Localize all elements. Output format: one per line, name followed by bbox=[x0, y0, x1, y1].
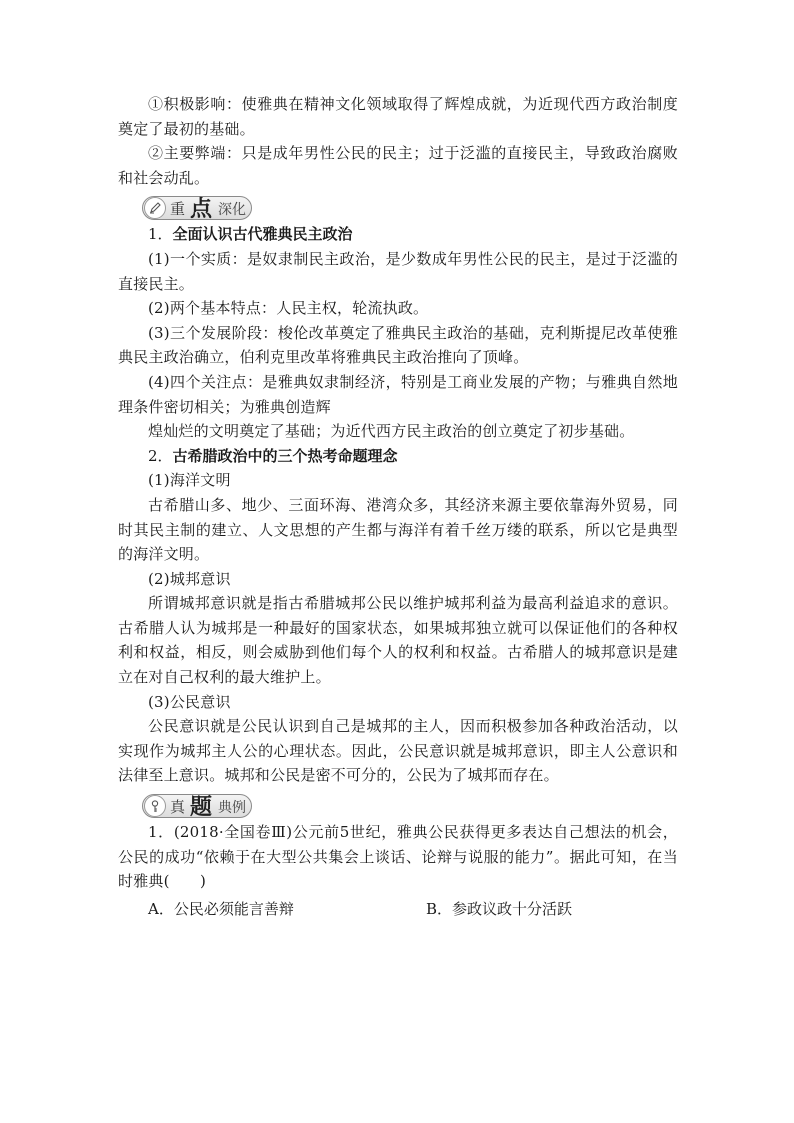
section1-item-2: (2)两个基本特点：人民主权，轮流执政。 bbox=[148, 299, 429, 318]
section1-item-4-continued: 煌灿烂的文明奠定了基础；为近代西方民主政治的创立奠定了初步基础。 bbox=[148, 422, 635, 441]
key-icon bbox=[144, 795, 166, 817]
option-a: A．公民必须能言善辩 bbox=[148, 899, 294, 918]
document-page bbox=[118, 92, 678, 922]
question-stem: 1．(2018·全国卷Ⅲ)公元前5世纪，雅典公民获得更多表达自己想法的机会，公民的成功“依赖于在大型公共集会上谈话、论辩与说服的能力”。据此可知，在当时雅典( ) bbox=[118, 823, 678, 891]
section2-sub1-title: (1)海洋文明 bbox=[148, 471, 231, 490]
banner-char-3: 典例 bbox=[218, 800, 246, 817]
section1-heading bbox=[118, 222, 678, 247]
section2-heading-text: 古希腊政治中的三个热考命题理念 bbox=[172, 446, 398, 465]
section2-heading bbox=[118, 444, 678, 469]
banner-char-1: 重 bbox=[170, 200, 186, 219]
section2-sub3-text: 公民意识就是公民认识到自己是城邦的主人，因而积极参加各种政治活动，以实现作为城邦主人公的心理状态。因此，公民意识就是城邦意识，即主人公意识和法律至上意识。城邦和公民是密不可分的，公民为了城邦而存在。 bbox=[118, 717, 678, 785]
banner-char-3: 深化 bbox=[218, 202, 246, 219]
section2-sub2-title: (2)城邦意识 bbox=[148, 569, 231, 588]
section2-sub2-text: 所谓城邦意识就是指古希腊城邦公民以维护城邦利益为最高利益追求的意识。古希腊人认为城邦是一种最好的国家状态，如果城邦独立就可以保证他们的各种权利和权益，相反，则会威胁到他们每个人的权利和权益。古希腊人的城邦意识是建立在对自己权利的最大维护上。 bbox=[118, 594, 678, 687]
option-b: B．参政议政十分活跃 bbox=[426, 899, 573, 918]
intro-main-drawback: ②主要弊端：只是成年男性公民的民主；过于泛滥的直接民主，导致政治腐败和社会动乱。 bbox=[118, 144, 678, 187]
section-banner-exam-examples bbox=[142, 792, 254, 821]
section2-sub1-text: 古希腊山多、地少、三面环海、港湾众多，其经济来源主要依靠海外贸易，同时其民主制的建立、人文思想的产生都与海洋有着千丝万缕的联系，所以它是典型的海洋文明。 bbox=[118, 495, 678, 564]
section2-sub3-title: (3)公民意识 bbox=[148, 692, 231, 711]
banner-char-2: 点 bbox=[190, 197, 213, 223]
question-options bbox=[118, 896, 678, 922]
section1-item-1: (1)一个实质：是奴隶制民主政治，是少数成年男性公民的民主，是过于泛滥的直接民主。 bbox=[118, 249, 678, 293]
intro-positive-impact: ①积极影响：使雅典在精神文化领域取得了辉煌成就，为近现代西方政治制度奠定了最初的基础。 bbox=[118, 95, 678, 138]
banner-char-2: 题 bbox=[190, 795, 213, 821]
section1-heading-text: 全面认识古代雅典民主政治 bbox=[172, 225, 353, 244]
banner-char-1: 真 bbox=[170, 798, 186, 817]
section1-item-3: (3)三个发展阶段：梭伦改革奠定了雅典民主政治的基础，克利斯提尼改革使雅典民主政治确立，伯利克里改革将雅典民主政治推向了顶峰。 bbox=[118, 323, 678, 367]
section2-heading-number: 2． bbox=[148, 446, 173, 465]
section-banner-key-points bbox=[142, 194, 254, 223]
section1-item-4: (4)四个关注点：是雅典奴隶制经济，特别是工商业发展的产物；与雅典自然地理条件密切相关；为雅典创造辉 bbox=[118, 372, 678, 416]
section1-heading-number: 1． bbox=[148, 225, 173, 244]
